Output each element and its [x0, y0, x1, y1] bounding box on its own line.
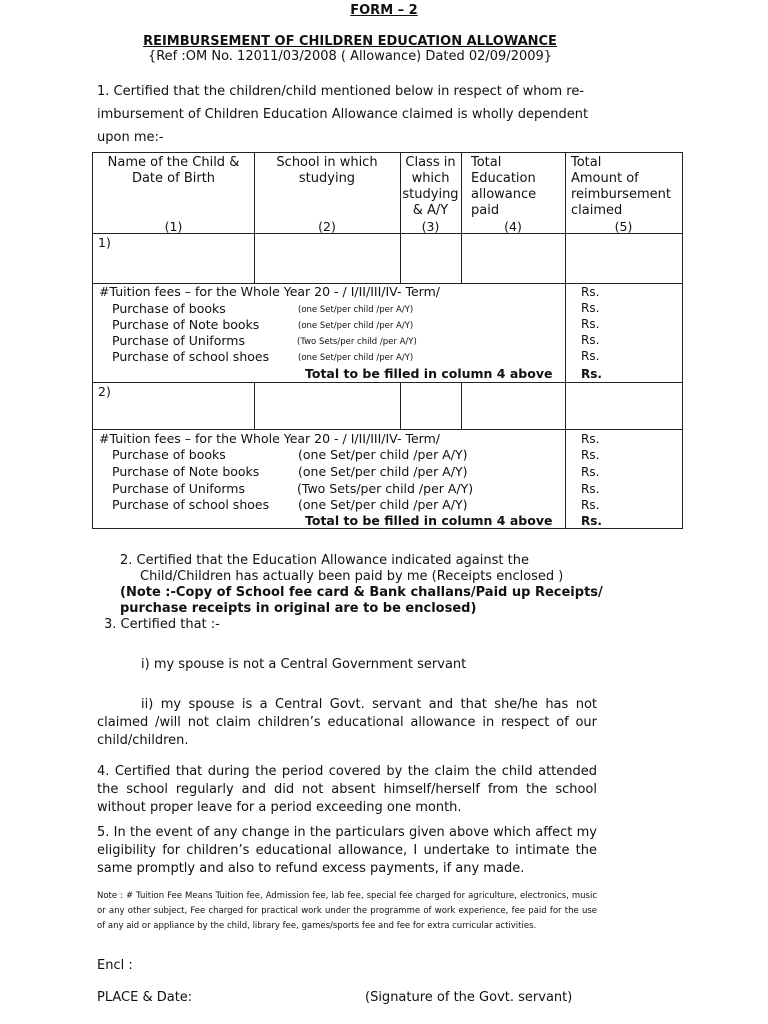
block2-row-label: 2) — [98, 384, 111, 399]
place-date-label: PLACE & Date: — [97, 990, 193, 1005]
block2-item-detail: (one Set/per child /per A/Y) — [298, 497, 468, 512]
block1-item-label: Purchase of Uniforms — [112, 333, 245, 348]
para3-heading: 3. Certified that :- — [104, 617, 220, 632]
header-col1: Name of the Child & Date of Birth — [107, 155, 240, 186]
block2-item-detail: (one Set/per child /per A/Y) — [298, 464, 468, 479]
block1-item-rs: Rs. — [581, 317, 600, 331]
para2-line2: Child/Children has actually been paid by me (Receipts enclosed ) — [140, 569, 564, 584]
block1-total-label: Total to be filled in column 4 above — [305, 366, 553, 381]
para1-line3: upon me:- — [97, 130, 164, 145]
row-divider — [93, 382, 682, 383]
row-divider — [93, 233, 682, 234]
block1-item-label: Purchase of books — [112, 301, 226, 316]
para5: 5. In the event of any change in the particulars given above which affect my eligibility for children’s educational allowance, I undertake to intimate the same promptly and also to refund excess payments, if any made. — [97, 825, 597, 876]
block2-tuition: #Tuition fees – for the Whole Year 20 - / I/II/III/IV- Term/ — [99, 431, 440, 446]
signature-label: (Signature of the Govt. servant) — [365, 990, 573, 1005]
allowance-table — [92, 152, 683, 529]
block2-item-label: Purchase of Note books — [112, 464, 260, 479]
para2-note-line2: purchase receipts in original are to be enclosed) — [120, 601, 477, 616]
column-number: (2) — [318, 219, 336, 234]
form-heading: REIMBURSEMENT OF CHILDREN EDUCATION ALLOWANCE — [143, 34, 557, 49]
header-col3: Class in which studying & A/Y — [402, 155, 459, 218]
para2-note-line1: (Note :-Copy of School fee card & Bank challans/Paid up Receipts/ — [120, 585, 603, 600]
block1-item-rs: Rs. — [581, 301, 600, 315]
footnote: Note : # Tuition Fee Means Tuition fee, Admission fee, lab fee, special fee charged for agriculture, electronics, music or any other subject, Fee charged for practical work under the programme of work experience, fee paid for the use of any aid or appliance by the child, library fee, games/sports fee and fee for extra curricular activities. — [97, 891, 597, 931]
block2-item-rs: Rs. — [581, 465, 600, 479]
col-divider — [400, 382, 401, 429]
para1-line1: 1. Certified that the children/child mentioned below in respect of whom re- — [97, 84, 585, 99]
block1-item-detail: (Two Sets/per child /per A/Y) — [297, 337, 417, 347]
column-number: (5) — [614, 219, 633, 234]
block2-item-detail: (Two Sets/per child /per A/Y) — [297, 481, 474, 496]
column-number: (4) — [504, 219, 522, 234]
block1-row-label: 1) — [98, 235, 111, 250]
form-title: FORM – 2 — [350, 3, 418, 18]
para3-item1: i) my spouse is not a Central Government servant — [141, 657, 467, 672]
block1-item-label: Purchase of school shoes — [112, 349, 270, 364]
para1-line2: imbursement of Children Education Allowance claimed is wholly dependent — [97, 107, 589, 122]
block1-item-rs: Rs. — [581, 333, 600, 347]
col-divider — [461, 382, 462, 429]
block2-item-label: Purchase of school shoes — [112, 497, 270, 512]
block1-item-detail: (one Set/per child /per A/Y) — [298, 321, 414, 331]
column-number: (3) — [421, 219, 440, 234]
col-divider — [565, 429, 566, 528]
block2-tuition-rs: Rs. — [581, 432, 600, 446]
block2-total-label: Total to be filled in column 4 above — [305, 513, 553, 528]
col-divider — [400, 233, 401, 283]
header-col4: Total Education allowance paid — [471, 155, 537, 218]
col-divider — [254, 233, 255, 283]
col-divider — [254, 382, 255, 429]
col-divider — [565, 283, 566, 382]
block1-tuition-rs: Rs. — [581, 285, 600, 299]
enclosure-label: Encl : — [97, 958, 133, 973]
block2-item-label: Purchase of Uniforms — [112, 481, 245, 496]
col-divider — [461, 233, 462, 283]
para3-item2: ii) my spouse is a Central Govt. servant and that she/he has not claimed /will not claim children’s educational allowance in respect of our child/children. — [97, 697, 597, 748]
col-divider — [565, 233, 566, 283]
block1-tuition: #Tuition fees – for the Whole Year 20 - / I/II/III/IV- Term/ — [99, 284, 440, 299]
form-reference: {Ref :OM No. 12011/03/2008 ( Allowance) Dated 02/09/2009} — [147, 49, 553, 64]
block2-item-rs: Rs. — [581, 482, 600, 496]
block2-item-label: Purchase of books — [112, 447, 226, 462]
block1-item-detail: (one Set/per child /per A/Y) — [298, 353, 414, 363]
column-number: (1) — [164, 219, 183, 234]
block2-item-rs: Rs. — [581, 498, 600, 512]
para4: 4. Certified that during the period covered by the claim the child attended the school regularly and did not absent himself/herself from the school without proper leave for a period exceeding one month. — [97, 764, 597, 815]
block2-total-rs: Rs. — [581, 514, 602, 528]
block1-total-rs: Rs. — [581, 367, 602, 381]
block2-item-rs: Rs. — [581, 448, 600, 462]
block1-item-detail: (one Set/per child /per A/Y) — [298, 305, 414, 315]
header-col5: Total Amount of reimbursement claimed — [571, 155, 671, 218]
block1-item-label: Purchase of Note books — [112, 317, 260, 332]
para2-line1: 2. Certified that the Education Allowance indicated against the — [120, 553, 529, 568]
block1-item-rs: Rs. — [581, 349, 600, 363]
row-divider — [93, 429, 682, 430]
header-col2: School in which studying — [276, 155, 378, 186]
block2-item-detail: (one Set/per child /per A/Y) — [298, 447, 468, 462]
col-divider — [565, 382, 566, 429]
